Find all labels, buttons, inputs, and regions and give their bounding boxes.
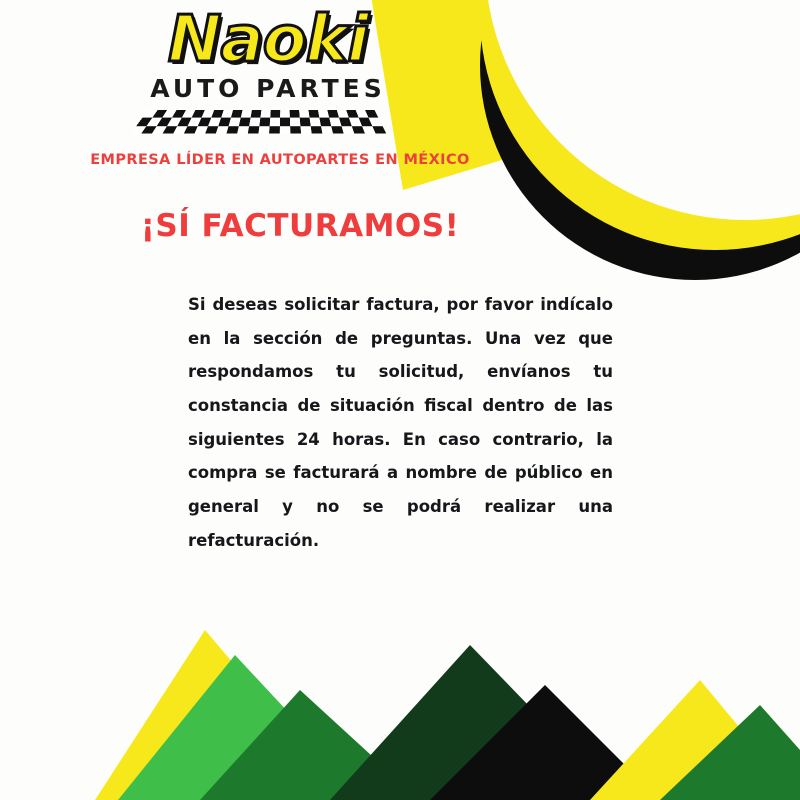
- brand-tagline: EMPRESA LÍDER EN AUTOPARTES EN MÉXICO: [90, 152, 470, 168]
- brand-name: Naoki: [167, 3, 369, 77]
- brand-subtitle: AUTO PARTES: [150, 74, 386, 103]
- body-paragraph: Si deseas solicitar factura, por favor indícalo en la sección de preguntas. Una vez que respondamos tu solicitud, envíanos tu constancia de situación fiscal dentro de las siguientes 24 horas. En caso contrario, la compra se facturará a nombre de público en general y no se podrá realizar una refacturación.: [188, 295, 613, 550]
- bottom-left-filler: [0, 760, 60, 800]
- page-title: ¡SÍ FACTURAMOS!: [140, 208, 460, 244]
- checkered-flag-icon: [131, 110, 387, 134]
- bottom-decoration: [0, 630, 800, 800]
- brand-logo: [118, 3, 418, 135]
